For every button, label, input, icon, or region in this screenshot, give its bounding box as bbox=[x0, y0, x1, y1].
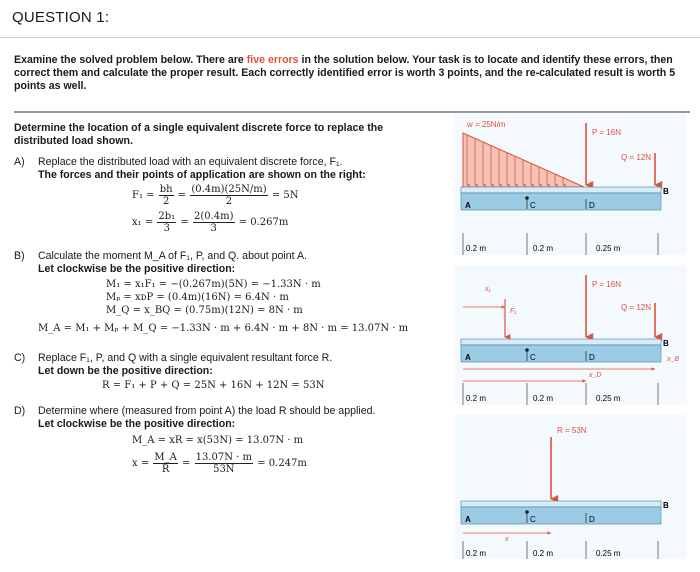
xb-label: x_B bbox=[667, 356, 680, 363]
x1-fraction2 bbox=[193, 211, 235, 234]
x1-num2: 2(0.4m) bbox=[193, 211, 234, 222]
top-divider bbox=[0, 37, 700, 38]
x1-result: = 0.267m bbox=[238, 217, 289, 228]
w-label: w = 25N/m bbox=[467, 120, 506, 129]
instructions-part2: in the solution below. Your task is to locate and identify these errors, then correct them and calculate the proper result. Each correctly identified error is worth 3 points, and the re-calculated result is worth 5 points as well. bbox=[14, 54, 676, 93]
point-b-label: B bbox=[663, 187, 669, 196]
x-fraction2 bbox=[195, 452, 253, 475]
section-c-line1: Replace F₁, P, and Q with a single equivalent resultant force R. bbox=[38, 352, 333, 364]
equation-mq: M_Q = x_BQ = (0.75m)(12N) = 8N · m bbox=[106, 305, 303, 316]
x-num2: 13.07N · m bbox=[195, 452, 253, 463]
x1-num: 2b₁ bbox=[158, 211, 176, 222]
dim-3: 0.25 m bbox=[596, 549, 621, 558]
section-text bbox=[38, 352, 332, 377]
section-b-line1: Calculate the moment M_A of F₁, P, and Q. about point A. bbox=[38, 250, 307, 262]
x1-den: 3 bbox=[163, 223, 170, 234]
f1-den: 2 bbox=[162, 196, 170, 207]
x-den2: 53N bbox=[213, 464, 235, 475]
f1-num: bh bbox=[159, 184, 173, 195]
instructions bbox=[14, 54, 690, 94]
x1-lhs: x₁ = bbox=[132, 217, 154, 228]
q-label: Q = 12N bbox=[621, 153, 652, 162]
equation-x bbox=[132, 452, 307, 475]
point-b-label: B bbox=[663, 339, 669, 348]
point-d-label: D bbox=[589, 515, 595, 524]
point-c-label: C bbox=[530, 353, 536, 362]
section-letter: C) bbox=[14, 352, 26, 364]
equation-ma: M_A = M₁ + Mₚ + M_Q = −1.33N · m + 6.4N · m + 8N · m = 13.07N · m bbox=[38, 323, 409, 334]
dim-1: 0.2 m bbox=[466, 394, 487, 403]
x-result: = 0.247m bbox=[257, 458, 307, 469]
point-a-label: A bbox=[465, 515, 471, 524]
point-b-label: B bbox=[663, 501, 669, 510]
section-text bbox=[38, 156, 366, 181]
point-c-label: C bbox=[530, 201, 536, 210]
dim-2: 0.2 m bbox=[533, 394, 554, 403]
dim-2: 0.2 m bbox=[533, 549, 554, 558]
x1-mid: = bbox=[180, 217, 189, 228]
x1-fraction bbox=[157, 211, 176, 234]
dim-1: 0.2 m bbox=[466, 549, 487, 558]
fig3-background bbox=[455, 415, 687, 559]
point-a-label: A bbox=[465, 201, 471, 210]
x-fraction bbox=[153, 452, 177, 475]
point-d-label: D bbox=[589, 353, 595, 362]
dim-1: 0.2 m bbox=[466, 244, 487, 253]
equation-f1 bbox=[132, 184, 299, 207]
beam-side bbox=[461, 193, 661, 210]
point-a-label: A bbox=[465, 353, 471, 362]
dim-3: 0.25 m bbox=[596, 244, 621, 253]
f1-lhs: F₁ = bbox=[132, 190, 155, 201]
instructions-highlight: five errors bbox=[246, 54, 299, 66]
beam-top bbox=[461, 339, 661, 345]
equation-r: R = F₁ + P + Q = 25N + 16N + 12N = 53N bbox=[102, 380, 325, 391]
q-label: Q = 12N bbox=[621, 303, 652, 312]
instructions-part1: Examine the solved problem below. There are bbox=[14, 54, 247, 66]
f1-label: F₁ bbox=[510, 308, 517, 315]
section-c-line2: Let down be the positive direction: bbox=[38, 364, 213, 377]
beam-side bbox=[461, 345, 661, 362]
f1-fraction2 bbox=[190, 184, 267, 207]
beam-top bbox=[461, 501, 661, 507]
equation-ma-xr: M_A = xR = x(53N) = 13.07N · m bbox=[132, 435, 304, 446]
equation-m1: M₁ = x₁F₁ = −(0.267m)(5N) = −1.33N · m bbox=[106, 279, 321, 290]
x-label: x bbox=[505, 536, 509, 543]
section-d-line2: Let clockwise be the positive direction: bbox=[38, 417, 236, 430]
f1-num2: (0.4m)(25N/m) bbox=[191, 184, 267, 195]
section-a-line2: The forces and their points of application are shown on the right: bbox=[38, 168, 366, 181]
f1-fraction bbox=[159, 184, 174, 207]
dim-2: 0.2 m bbox=[533, 244, 554, 253]
equation-x1 bbox=[132, 211, 288, 234]
r-label: R = 53N bbox=[557, 426, 587, 435]
section-letter: A) bbox=[14, 156, 25, 168]
section-text bbox=[38, 405, 375, 430]
section-a-line1: Replace the distributed load with an equivalent discrete force, F₁. bbox=[38, 156, 343, 168]
point-d-label: D bbox=[589, 201, 595, 210]
x-lhs: x = bbox=[132, 458, 150, 469]
figure-3 bbox=[455, 415, 687, 559]
beam-top bbox=[461, 187, 661, 193]
section-b-line2: Let clockwise be the positive direction: bbox=[38, 262, 236, 275]
section-d-line1: Determine where (measured from point A) the load R should be applied. bbox=[38, 405, 376, 417]
x1-label: x₁ bbox=[485, 286, 491, 293]
diagram-column bbox=[455, 113, 687, 572]
figure-2 bbox=[455, 265, 687, 405]
p-label: P = 16N bbox=[592, 128, 621, 137]
section-letter: D) bbox=[14, 405, 26, 417]
f1-mid: = bbox=[177, 190, 187, 201]
figure-1 bbox=[455, 113, 687, 255]
f1-den2: 2 bbox=[225, 196, 233, 207]
p-label: P = 16N bbox=[592, 280, 621, 289]
problem-title: Determine the location of a single equivalent discrete force to replace the distributed load shown. bbox=[14, 122, 384, 147]
question-title: QUESTION 1: bbox=[12, 9, 110, 26]
diagrams-svg bbox=[455, 113, 687, 572]
f1-result: = 5N bbox=[271, 190, 299, 201]
beam-side bbox=[461, 507, 661, 524]
equation-mp: Mₚ = xᴅP = (0.4m)(16N) = 6.4N · m bbox=[106, 292, 289, 303]
section-text bbox=[38, 250, 307, 275]
solution-column bbox=[14, 122, 454, 475]
dim-3: 0.25 m bbox=[596, 394, 621, 403]
section-letter: B) bbox=[14, 250, 25, 262]
point-c-label: C bbox=[530, 515, 536, 524]
x-den: R bbox=[161, 464, 170, 475]
x-mid: = bbox=[182, 458, 191, 469]
xd-label: x_D bbox=[589, 372, 602, 379]
x-num: M_A bbox=[154, 452, 177, 463]
x1-den2: 3 bbox=[210, 223, 217, 234]
